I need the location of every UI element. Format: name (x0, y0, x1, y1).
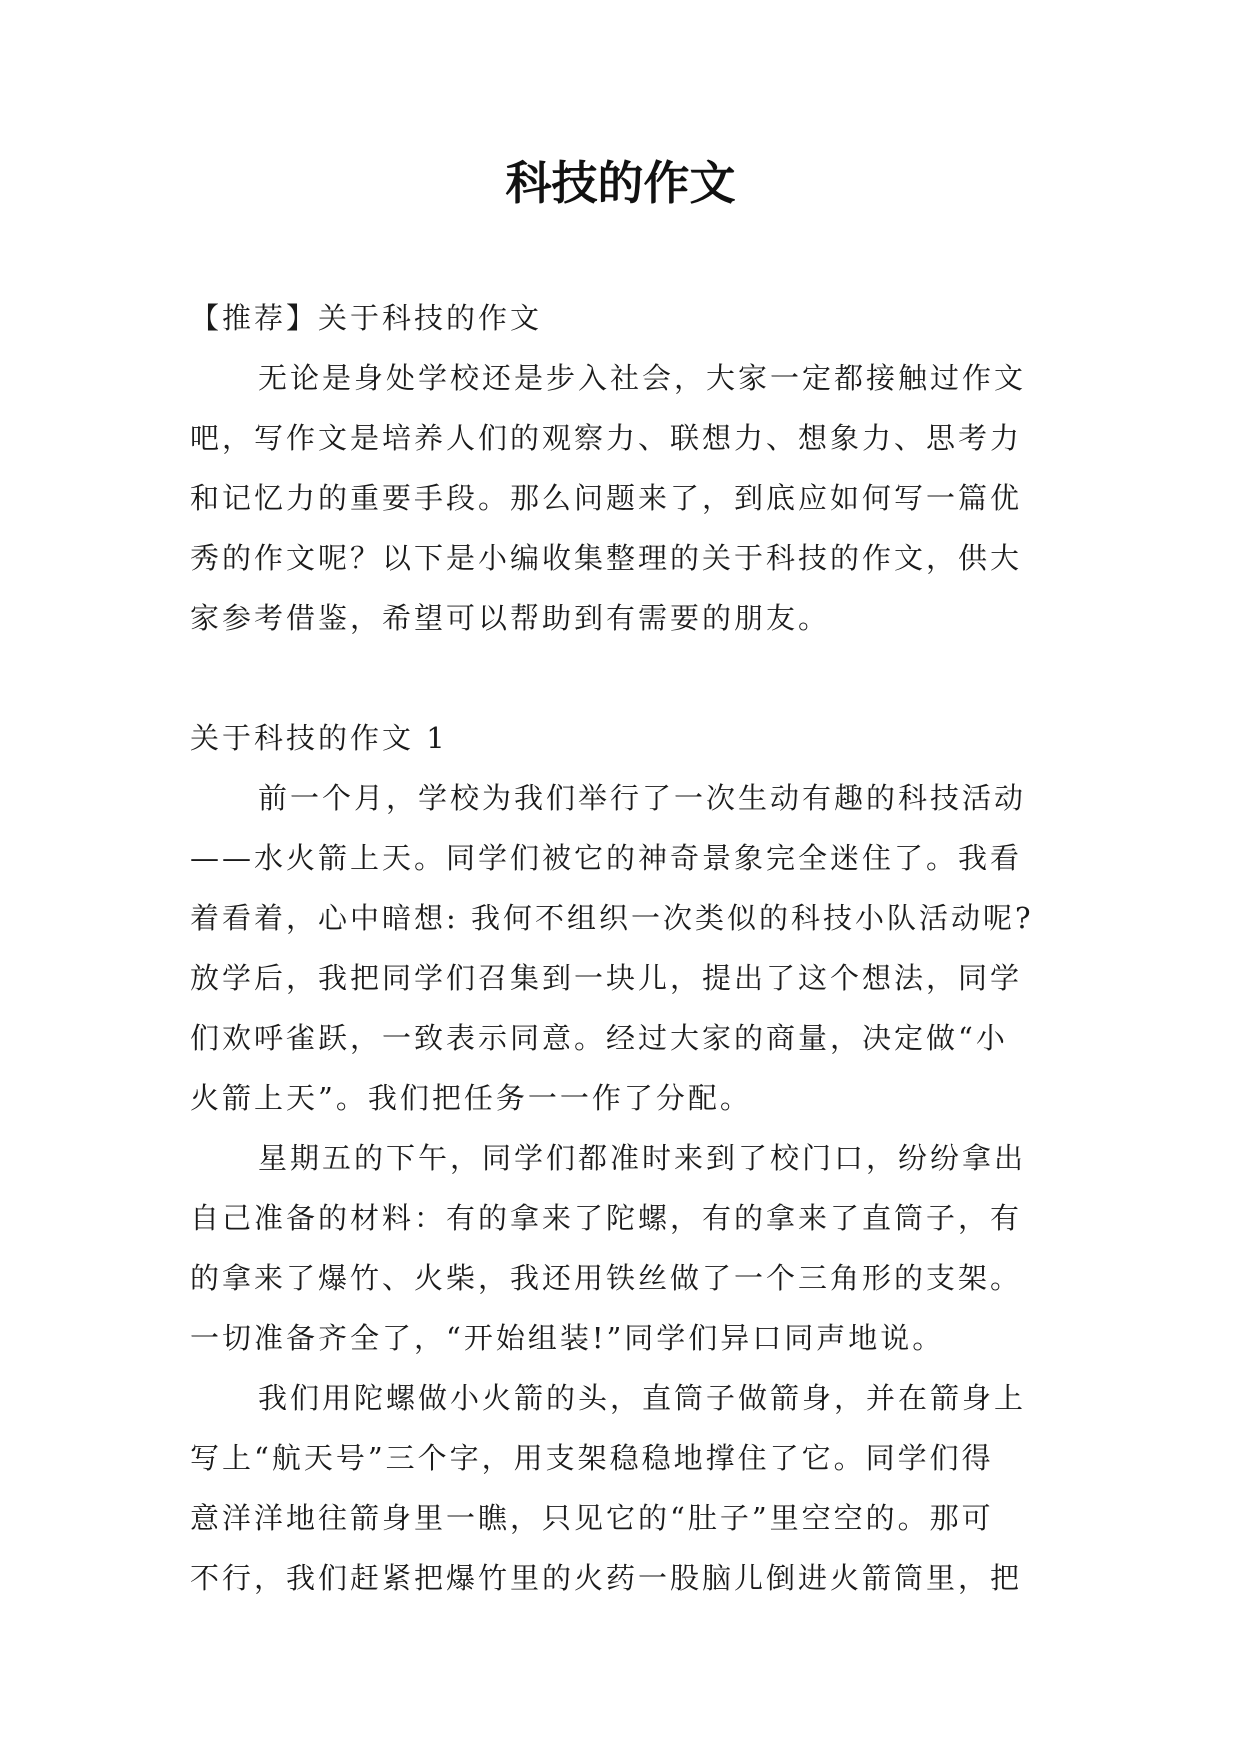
document-body (190, 288, 1060, 1608)
paragraph-line: 我们用陀螺做小火箭的头，直筒子做箭身，并在箭身上 (258, 1381, 1027, 1415)
section-spacer (190, 648, 1060, 708)
paragraph-line: 们欢呼雀跃，一致表示同意。经过大家的商量，决定做“小 (190, 1021, 1008, 1055)
paragraph-line: 不行，我们赶紧把爆竹里的火药一股脑儿倒进火箭筒里，把 (190, 1561, 1023, 1595)
paragraph-line: 放学后，我把同学们召集到一块儿，提出了这个想法，同学 (190, 961, 1023, 995)
paragraph-line: 一切准备齐全了，“开始组装!”同学们异口同声地说。 (190, 1321, 945, 1355)
intro-line: 和记忆力的重要手段。那么问题来了，到底应如何写一篇优 (190, 481, 1023, 515)
document-subtitle: 【推荐】关于科技的作文 (190, 301, 543, 335)
paragraph-line: 自己准备的材料：有的拿来了陀螺，有的拿来了直筒子，有 (190, 1201, 1023, 1235)
paragraph-line: 的拿来了爆竹、火柴，我还用铁丝做了一个三角形的支架。 (190, 1261, 1023, 1295)
paragraph-line: 前一个月，学校为我们举行了一次生动有趣的科技活动 (258, 781, 1027, 815)
paragraph-line: ——水火箭上天。同学们被它的神奇景象完全迷住了。我看 (190, 841, 1023, 875)
paragraph-line: 意洋洋地往箭身里一瞧，只见它的“肚子”里空空的。那可 (190, 1501, 994, 1535)
paragraph-line: 火箭上天”。我们把任务一一作了分配。 (190, 1081, 752, 1115)
paragraph-line: 写上“航天号”三个字，用支架稳稳地撑住了它。同学们得 (190, 1441, 994, 1475)
section-heading: 关于科技的作文 1 (190, 721, 448, 755)
paragraph-line: 星期五的下午，同学们都准时来到了校门口，纷纷拿出 (258, 1141, 1027, 1175)
paragraph-line: 着看着，心中暗想: 我何不组织一次类似的科技小队活动呢? (190, 901, 1034, 935)
intro-line: 秀的作文呢？以下是小编收集整理的关于科技的作文，供大 (190, 541, 1023, 575)
intro-line: 吧，写作文是培养人们的观察力、联想力、想象力、思考力 (190, 421, 1023, 455)
document-title: 科技的作文 (505, 156, 736, 210)
intro-line: 家参考借鉴，希望可以帮助到有需要的朋友。 (190, 601, 831, 635)
intro-line: 无论是身处学校还是步入社会，大家一定都接触过作文 (258, 361, 1027, 395)
